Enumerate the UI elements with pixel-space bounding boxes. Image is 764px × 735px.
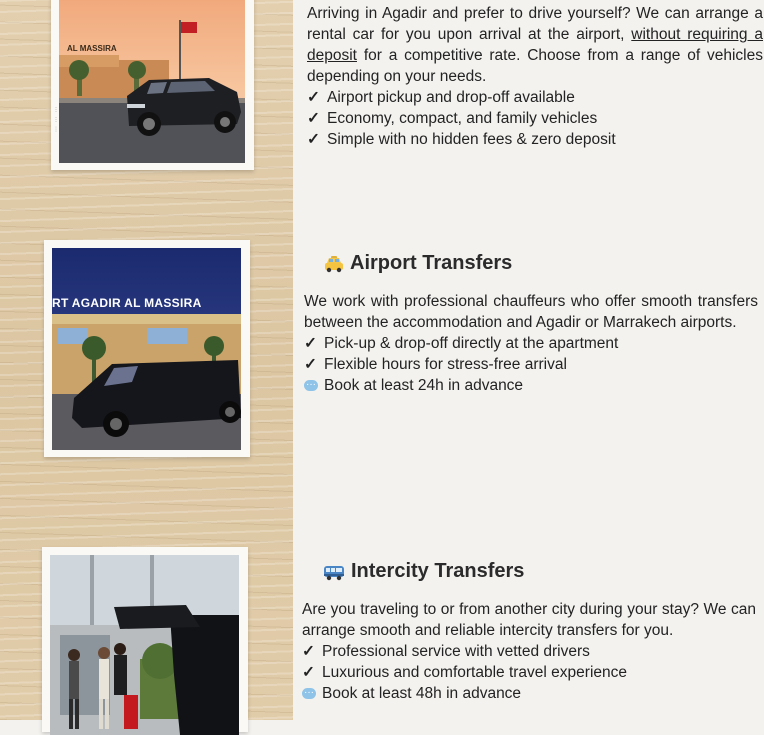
- car-rental-intro-end: for a competitive rate. Choose from a range of vehicles depending on your needs.: [307, 47, 763, 85]
- minibus-icon: [323, 563, 345, 581]
- booking-note: Book at least 24h in advance: [324, 377, 524, 394]
- car-rental-description: [307, 3, 763, 87]
- list-item: [302, 683, 756, 704]
- check-icon: ✓: [307, 131, 320, 148]
- intercity-transfers-title: Intercity Transfers: [351, 560, 525, 582]
- check-icon: ✓: [302, 664, 315, 681]
- car-rental-photo-frame: [51, 0, 254, 170]
- check-icon: ✓: [307, 110, 320, 127]
- photo-sign-text: RT AGADIR AL MASSIRA: [52, 296, 202, 310]
- taxi-icon: [324, 254, 344, 274]
- airport-transfers-title: Airport Transfers: [350, 252, 513, 274]
- airport-transfer-photo-frame: [44, 240, 250, 457]
- intercity-transfers-feature-list: [302, 641, 756, 704]
- intercity-transfers-description: Are you traveling to or from another city during your stay? We can arrange smooth and reliable intercity transfers for you.: [302, 601, 756, 639]
- photo-sign-text: AL MASSIRA: [67, 44, 117, 53]
- list-item: ✓ Airport pickup and drop-off available: [307, 89, 575, 106]
- intercity-transfer-photo: [50, 555, 239, 735]
- intercity-transfers-heading: [323, 560, 524, 583]
- check-icon: ✓: [304, 356, 317, 373]
- list-item: ✓ Professional service with vetted drivers: [302, 643, 590, 660]
- check-icon: ✓: [302, 643, 315, 660]
- car-rental-feature-list: [307, 87, 763, 150]
- check-icon: ✓: [304, 335, 317, 352]
- car-rental-photo: [59, 0, 245, 163]
- list-item: ✓ Simple with no hidden fees & zero deposit: [307, 131, 616, 148]
- car-rental-section: [307, 3, 763, 150]
- car-rental-intro: Arriving in Agadir and prefer to drive yourself? We can arrange a rental car for you upon arrival at the airport,: [307, 5, 763, 43]
- airport-transfers-description: We work with professional chauffeurs who offer smooth transfers between the accommodation and Agadir or Marrakech airports.: [304, 293, 758, 331]
- speech-bubble-icon: [302, 688, 316, 699]
- frame-side-mark-left: ⋯ ⋯ ⋯: [54, 105, 60, 132]
- no-deposit-link[interactable]: without requiring a deposit: [307, 26, 763, 64]
- intercity-transfers-section: [302, 599, 756, 704]
- check-icon: ✓: [307, 89, 320, 106]
- airport-transfers-feature-list: [304, 333, 758, 396]
- list-item: ✓ Luxurious and comfortable travel experience: [302, 664, 628, 681]
- list-item: [304, 375, 758, 396]
- booking-note: Book at least 48h in advance: [322, 685, 522, 702]
- airport-transfers-section: [304, 291, 758, 396]
- left-textured-panel: [0, 0, 293, 720]
- list-item: ✓ Flexible hours for stress-free arrival: [304, 356, 567, 373]
- list-item: ✓ Pick-up & drop-off directly at the apartment: [304, 335, 619, 352]
- list-item: ✓ Economy, compact, and family vehicles: [307, 110, 598, 127]
- airport-transfers-heading: [324, 252, 512, 275]
- airport-transfer-photo: [52, 248, 241, 450]
- speech-bubble-icon: [304, 380, 318, 391]
- intercity-transfer-photo-frame: [42, 547, 248, 732]
